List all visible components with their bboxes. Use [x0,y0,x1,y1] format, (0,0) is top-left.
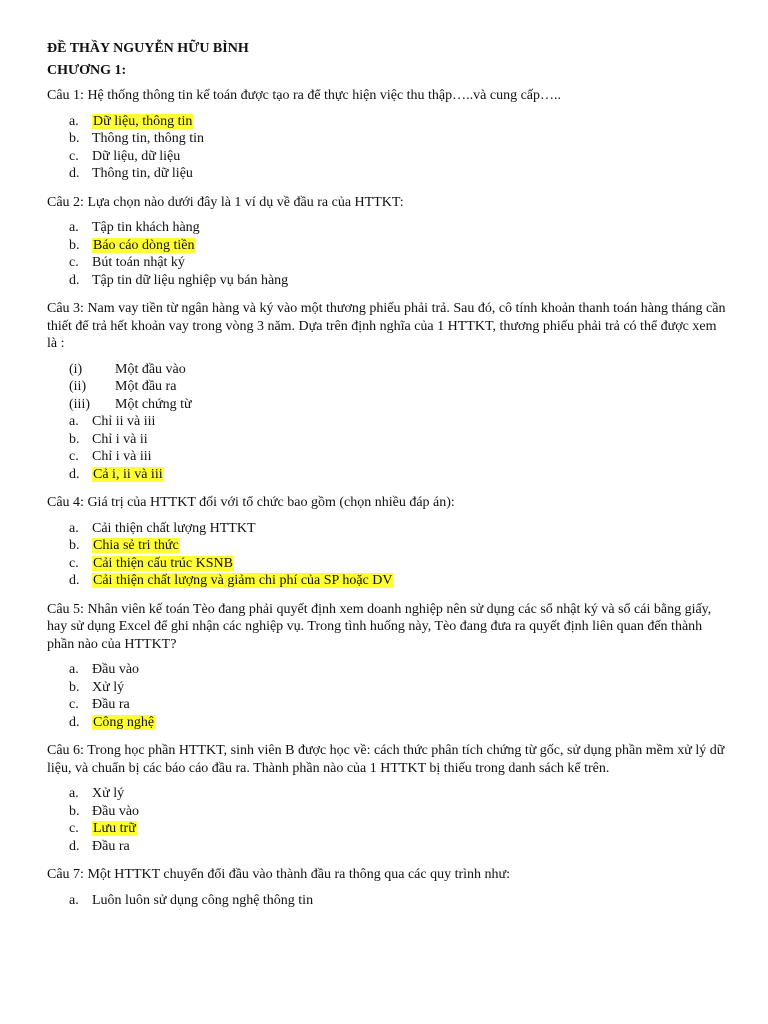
option-item [69,219,728,237]
option-letter: b. [69,679,80,695]
roman-text: Một chứng từ [115,396,192,412]
option-item [69,431,728,449]
option-letter: d. [69,272,80,288]
option-text: Đầu ra [92,838,130,854]
option-letter: a. [69,520,79,536]
option-text: Tập tin dữ liệu nghiệp vụ bán hàng [92,272,289,288]
option-text: Chỉ i và ii [92,431,148,447]
question-list [47,87,728,909]
option-text: Bút toán nhật ký [92,255,185,270]
option-text-highlighted: Báo cáo dòng tiền [93,237,195,253]
option-list [47,113,728,183]
option-text: Xử lý [92,679,125,695]
option-item [69,572,728,590]
option-letter: d. [69,573,80,588]
roman-text: Một đầu ra [115,379,177,394]
roman-label: (iii) [69,396,90,412]
option-item [69,130,728,148]
option-item [69,272,728,290]
question-text: Câu 6: Trong học phần HTTKT, sinh viên B được học về: cách thức phân tích chứng từ gốc, sử dụng phần mềm xử lý dữ liệu, và chuẩn bị các báo cáo đầu ra. Thành phần nào của 1 HTTKT bị thiếu trong danh sách kể trên. [47,743,725,776]
roman-item [69,396,728,414]
option-text: Chỉ i và iii [92,449,152,464]
option-letter: b. [69,431,80,447]
option-list [47,520,728,590]
document-title: ĐỀ THẦY NGUYỄN HỮU BÌNH [47,41,249,56]
option-letter: c. [69,449,79,464]
option-letter: c. [69,148,79,164]
question-2 [47,194,728,290]
chapter-heading: CHƯƠNG 1: [47,62,127,78]
option-item [69,892,728,910]
option-text: Dữ liệu, dữ liệu [92,148,181,164]
roman-item [69,378,728,396]
roman-label: (i) [69,361,83,377]
option-letter: c. [69,697,79,712]
option-list [47,413,728,483]
option-item [69,803,728,821]
question-text: Câu 7: Một HTTKT chuyển đổi đầu vào thành đầu ra thông qua các quy trình như: [47,867,511,882]
option-text: Thông tin, dữ liệu [92,166,193,181]
option-letter: a. [69,786,79,801]
option-text-highlighted: Công nghệ [93,714,155,730]
option-text: Luôn luôn sử dụng công nghệ thông tin [92,892,314,908]
question-text: Câu 1: Hệ thống thông tin kế toán được tạo ra để thực hiện việc thu thập…..và cung cấp….. [47,88,562,103]
option-item [69,448,728,466]
option-list [47,785,728,855]
roman-list [47,361,728,414]
option-letter: a. [69,662,79,677]
option-letter: d. [69,466,80,482]
question-1 [47,87,728,183]
option-letter: a. [69,414,79,429]
option-item [69,537,728,555]
option-item [69,520,728,538]
option-letter: a. [69,220,79,235]
option-item [69,466,728,484]
option-item [69,696,728,714]
roman-item [69,361,728,379]
question-text: Câu 4: Giá trị của HTTKT đối với tổ chức bao gồm (chọn nhiều đáp án): [47,495,455,510]
option-letter: b. [69,237,80,253]
option-text: Xử lý [92,786,125,801]
option-text-highlighted: Lưu trữ [93,821,136,836]
option-letter: a. [69,892,79,908]
option-text: Thông tin, thông tin [92,131,204,146]
option-text-highlighted: Cả i, ii và iii [93,466,163,482]
option-letter: a. [69,113,79,129]
option-text-highlighted: Dữ liệu, thông tin [93,113,193,129]
option-item [69,148,728,166]
option-letter: d. [69,838,80,854]
option-item [69,113,728,131]
option-item [69,679,728,697]
question-7 [47,866,728,909]
question-5 [47,601,728,732]
option-text: Cải thiện chất lượng HTTKT [92,520,256,536]
question-6 [47,742,728,855]
option-text: Đầu vào [92,803,140,819]
option-item [69,413,728,431]
option-item [69,785,728,803]
option-letter: b. [69,131,80,146]
question-text: Câu 3: Nam vay tiền từ ngân hàng và ký vào một thương phiếu phải trả. Sau đó, cô tính khoản thanh toán hàng tháng cần thiết để trả hết khoản vay trong vòng 3 năm. Dựa trên định nghĩa của 1 HTTKT, thương phiếu phải trả có thể được xem là : [47,301,726,351]
option-letter: d. [69,714,80,730]
question-3 [47,300,728,483]
option-list [47,661,728,731]
option-text: Tập tin khách hàng [92,220,200,235]
option-item [69,555,728,573]
option-letter: c. [69,555,79,571]
option-item [69,714,728,732]
option-text: Chỉ ii và iii [92,414,156,429]
question-text: Câu 5: Nhân viên kế toán Tèo đang phải quyết định xem doanh nghiệp nên sử dụng các sổ nhật ký và sổ cái bằng giấy, hay sử dụng Excel để ghi nhận các nghiệp vụ. Trong tình huống này, Tèo đang đưa ra quyết định liên quan đến thành phần nào của HTTKT? [47,601,712,652]
option-item [69,237,728,255]
option-letter: b. [69,803,80,819]
option-letter: c. [69,255,79,270]
option-text-highlighted: Cải thiện cấu trúc KSNB [93,555,233,571]
roman-label: (ii) [69,379,87,394]
roman-text: Một đầu vào [115,361,186,377]
option-item [69,820,728,838]
option-list [47,892,728,910]
option-text: Đầu vào [92,662,140,677]
option-letter: b. [69,538,80,553]
question-text: Câu 2: Lựa chọn nào dưới đây là 1 ví dụ về đầu ra của HTTKT: [47,194,404,210]
option-text: Đầu ra [92,697,130,712]
option-letter: c. [69,821,79,836]
option-letter: d. [69,166,80,181]
option-item [69,661,728,679]
option-text-highlighted: Chia sẻ tri thức [93,538,179,553]
question-4 [47,494,728,590]
option-item [69,165,728,183]
option-item [69,254,728,272]
option-list [47,219,728,289]
option-text-highlighted: Cải thiện chất lượng và giảm chi phí của SP hoặc DV [93,573,393,588]
option-item [69,838,728,856]
